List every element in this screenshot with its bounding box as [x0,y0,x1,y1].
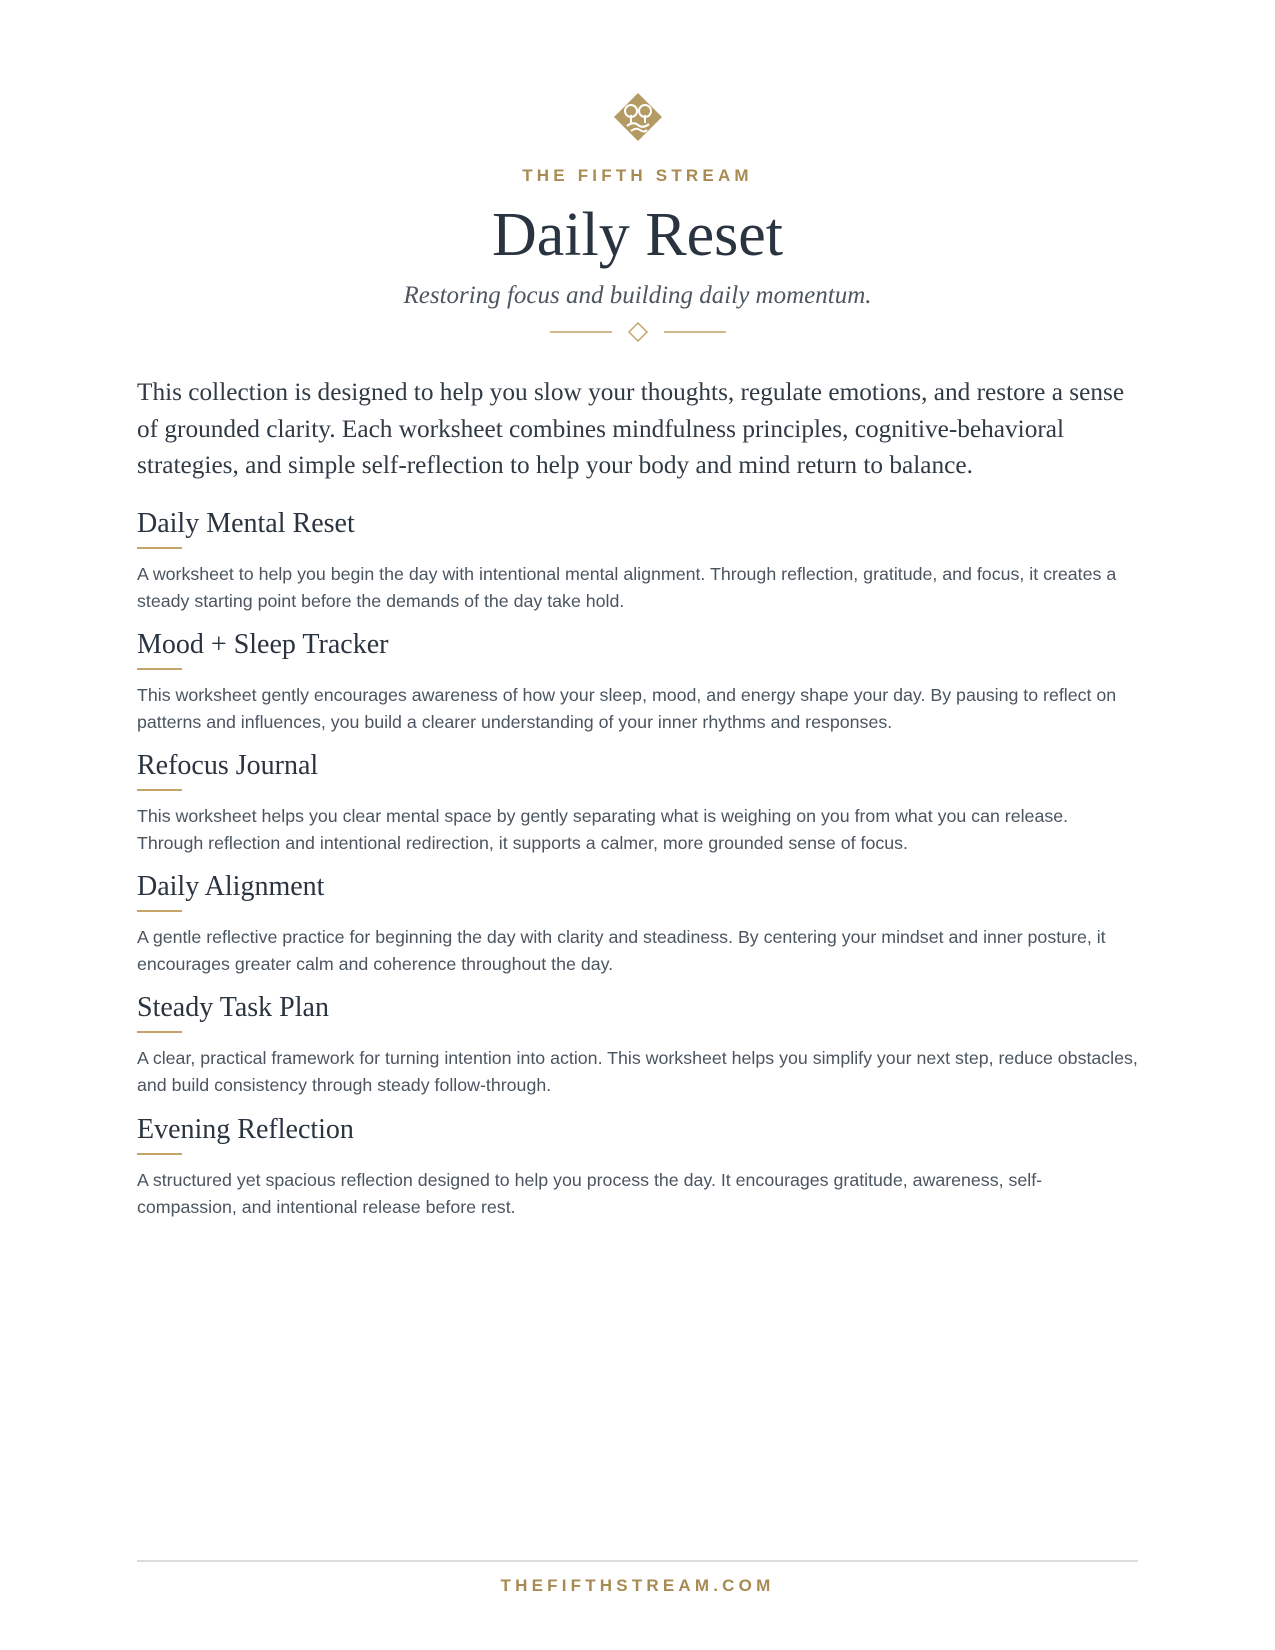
section-heading: Steady Task Plan [137,992,329,1023]
ornament-divider [550,322,726,342]
heading-underline [137,668,182,670]
brand-name: THE FIFTH STREAM [522,166,753,185]
section-description: A structured yet spacious reflection designed to help you process the day. It encourages gratitude, awareness, self-compassion, and intentional release before rest. [137,1170,1043,1217]
section-heading: Evening Reflection [137,1114,354,1145]
section-heading: Daily Mental Reset [137,508,355,539]
tree-stream-diamond-icon [613,92,663,142]
section-heading: Mood + Sleep Tracker [137,629,389,660]
heading-underline [137,547,182,549]
section-description: A gentle reflective practice for beginning the day with clarity and steadiness. By centering your mindset and inner posture, it encourages greater calm and coherence throughout the day. [137,927,1106,974]
section-description: A clear, practical framework for turning intention into action. This worksheet helps you simplify your next step, reduce obstacles, and build consistency through steady follow-through. [137,1048,1138,1095]
section-refocus-journal [137,749,1138,856]
heading-underline [137,910,182,912]
section-description: This worksheet helps you clear mental space by gently separating what is weighing on you from what you can release. Through reflection and intentional redirection, it supports a calmer, more grounded sense of focus. [137,806,1069,853]
page-title: Daily Reset [492,201,783,269]
page-subtitle: Restoring focus and building daily momentum. [403,282,872,309]
section-daily-alignment [137,870,1138,977]
footer-website-link[interactable]: THEFIFTHSTREAM.COM [500,1576,775,1595]
section-steady-task-plan [137,991,1138,1098]
heading-underline [137,1031,182,1033]
section-heading: Refocus Journal [137,750,319,781]
section-evening-reflection [137,1113,1138,1220]
document-page [137,0,1138,1650]
intro-paragraph: This collection is designed to help you slow your thoughts, regulate emotions, and restore a sense of grounded clarity. Each worksheet combines mindfulness principles, cognitive-behavioral strategies, and simple self-reflection to help your body and mind return to balance. [137,378,1125,479]
heading-underline [137,1153,182,1155]
footer-divider [137,1560,1138,1562]
section-description: A worksheet to help you begin the day with intentional mental alignment. Through reflection, gratitude, and focus, it creates a steady starting point before the demands of the day take hold. [137,564,1117,611]
section-description: This worksheet gently encourages awareness of how your sleep, mood, and energy shape your day. By pausing to reflect on patterns and influences, you build a clearer understanding of your inner rhythms and responses. [137,685,1117,732]
heading-underline [137,789,182,791]
section-daily-mental-reset [137,507,1138,614]
section-mood-sleep-tracker [137,628,1138,735]
section-heading: Daily Alignment [137,871,325,902]
